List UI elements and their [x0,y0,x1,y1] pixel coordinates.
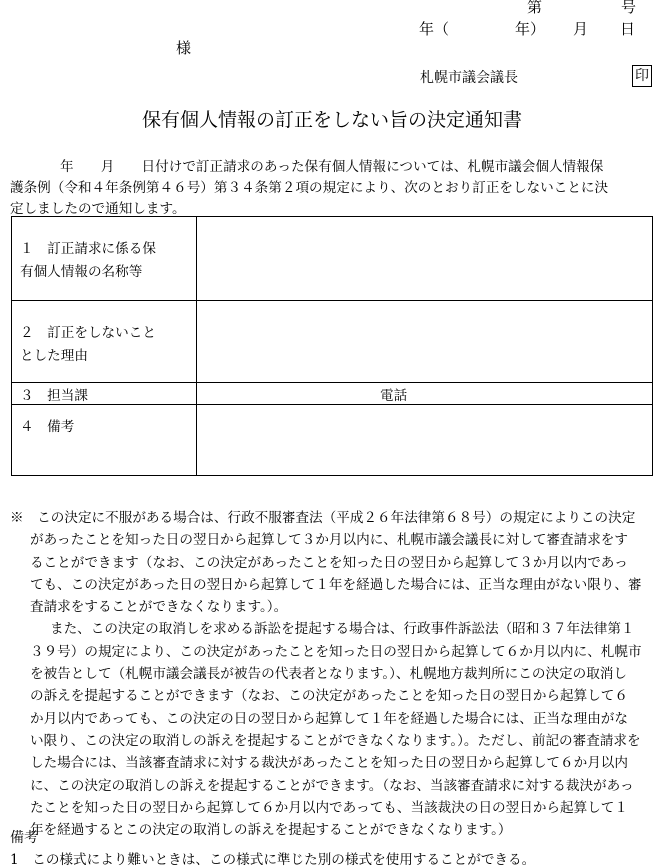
notice-line: 年を経過するとこの決定の取消しの訴えを提起することができなくなります。） [30,822,512,839]
document-number-suffix: 号 [621,0,637,16]
document-number-prefix: 第 [527,0,543,16]
info-table [11,216,653,476]
reason-label-cont: とした理由 [20,348,88,364]
remarks-label: ４ 備考 [20,419,75,435]
remarks-heading: 備考 [10,830,38,846]
notice-line: ても、この決定があった日の翌日から起算して１年を経過した場合には、正当な理由がない限り、審 [30,576,642,593]
date-era-year: 年） [515,20,546,38]
reason-value-cell [197,301,653,383]
department-value-cell [197,383,653,405]
sender-name: 札幌市議会議長 [420,70,518,86]
notice-line: に、この決定の取消しの訴えを提起することができます。（なお、当該審査請求に対する裁決があっ [30,777,634,794]
notice-line: を被告として（札幌市議会議長が被告の代表者となります。）、札幌地方裁判所にこの決定の取消し [30,666,628,683]
date-month: 月 [573,20,589,38]
item-name-label: １ 訂正請求に係る保 [20,241,156,257]
remarks-item: 1 この様式により難いときは、この様式に準じた別の様式を使用することができる。 [10,852,536,868]
appeal-notice [10,507,662,841]
notice-line: 査請求をすることができなくなります。）。 [30,599,288,616]
notice-line: たことを知った日の翌日から起算して６か月以内であっても、当該裁決の日の翌日から起算して１ [30,799,628,816]
table-row-remarks [12,405,653,476]
remarks-value-cell [197,405,653,476]
item-name-value-cell [197,217,653,301]
seal-mark: 印 [632,65,652,87]
date-year: 年（ [419,20,450,38]
notice-line: か月以内であっても、この決定の日の翌日から起算して１年を経過した場合には、正当な理由がな [30,710,628,727]
document-title: 保有個人情報の訂正をしない旨の決定通知書 [141,109,522,131]
intro-line: 年 月 日付けで訂正請求のあった保有個人情報については、札幌市議会個人情報保 [60,159,604,175]
remarks-label-cell [12,405,197,476]
notice-line: い限り、この決定の取消しの訴えを提起することができなくなります。）。ただし、前記の審査請求を [30,732,641,749]
notice-line: があったことを知った日の翌日から起算して３か月以内に、札幌市議会議長に対して審査請求をす [30,532,628,549]
item-name-label-cell [12,217,197,301]
notice-line: また、この決定の取消しを求める訴訟を提起する場合は、行政事件訴訟法（昭和３７年法律第１ [50,621,635,638]
table-row-reason [12,301,653,383]
table-row-department [12,383,653,405]
intro-line: 定しましたので通知します。 [10,201,186,217]
addressee-honorific: 様 [176,39,192,57]
notice-line: ※ この決定に不服がある場合は、行政不服審査法（平成２６年法律第６８号）の規定によりこの決定 [10,510,636,526]
reason-label: ２ 訂正をしないこと [20,325,156,341]
notice-line: ３９号）の規定により、この決定があったことを知った日の翌日から起算して６か月以内に、札幌市 [30,643,642,660]
intro-paragraph [10,157,662,220]
item-name-label-cont: 有個人情報の名称等 [20,264,143,280]
reason-label-cell [12,301,197,383]
notice-line: した場合には、当該審査請求に対する裁決があったことを知った日の翌日から起算して６か月以内 [30,755,628,772]
intro-line: 護条例（令和４年条例第４６号）第３４条第２項の規定により、次のとおり訂正をしないことに決 [10,180,609,196]
notice-line: の訴えを提起することができます（なお、この決定があったことを知った日の翌日から起算して６ [30,688,628,705]
date-day: 日 [620,20,636,38]
notice-line: ることができます（なお、この決定があったことを知った日の翌日から起算して３か月以内であっ [30,554,628,571]
department-label: ３ 担当課 [20,387,88,404]
department-label-cell [12,383,197,405]
phone-label: 電話 [380,387,408,404]
table-row-item-name [12,217,653,301]
